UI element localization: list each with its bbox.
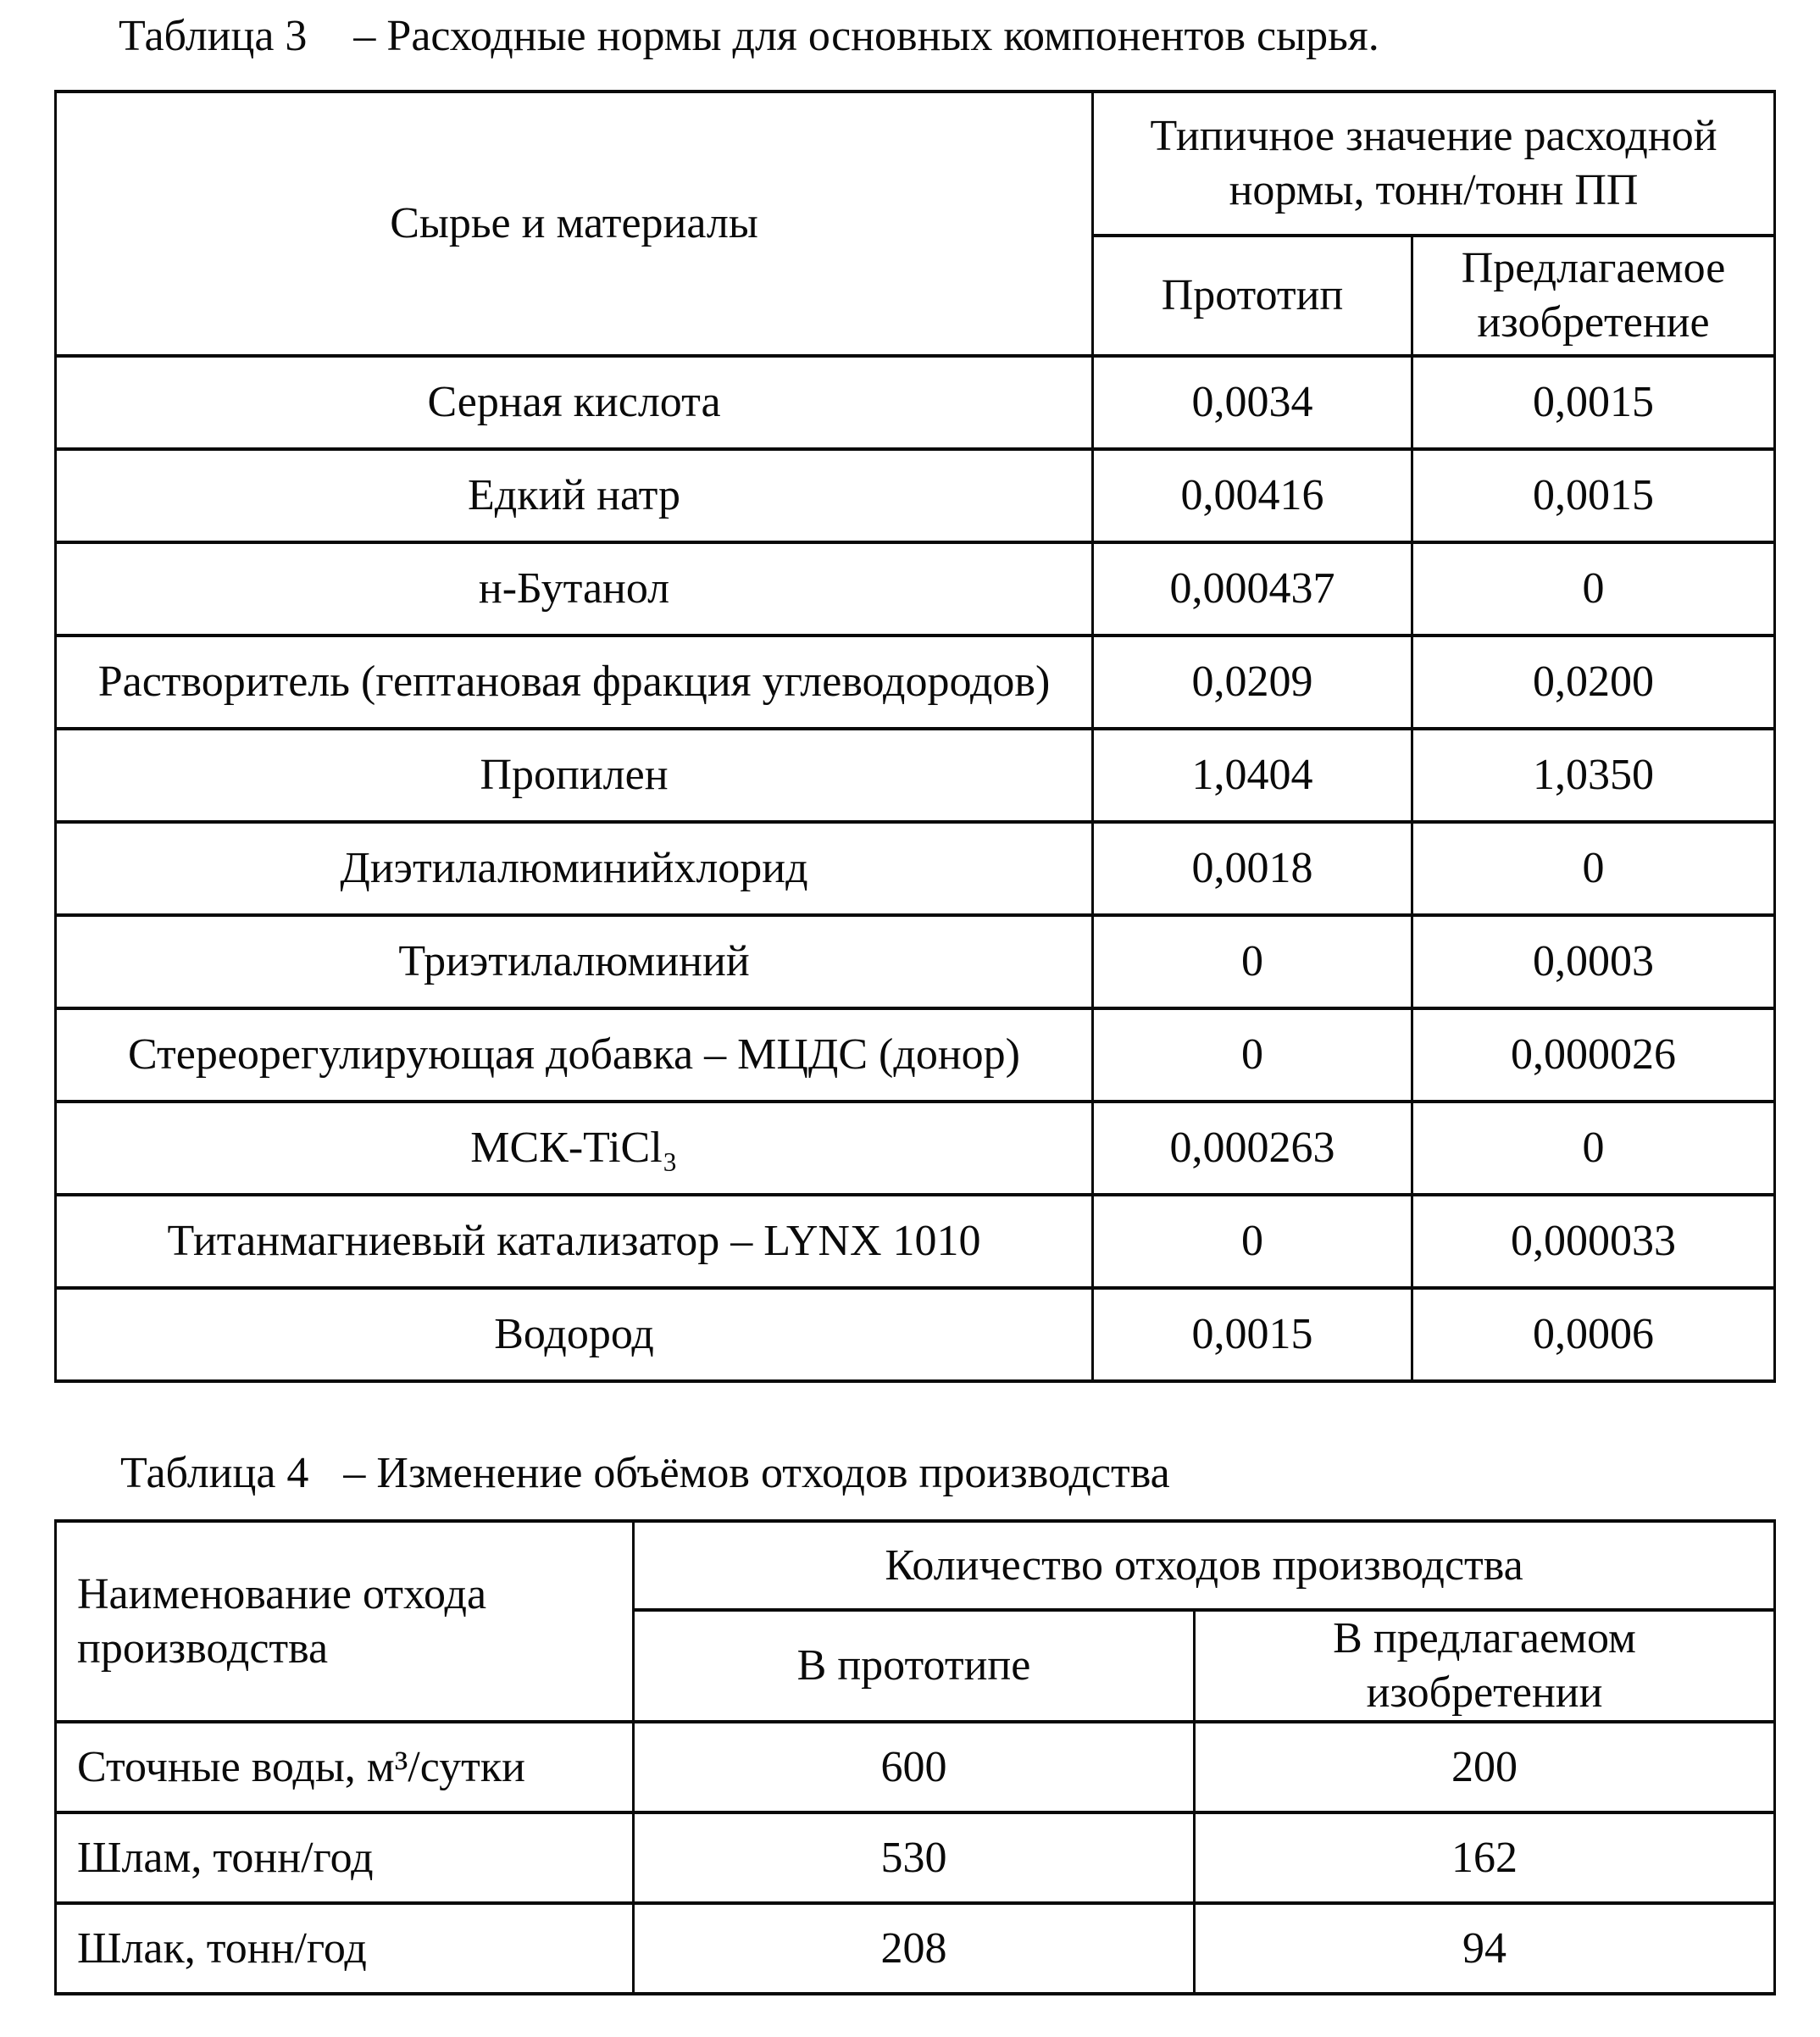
table-row xyxy=(56,1812,1775,1903)
proposed-value-cell: 0,000026 xyxy=(1412,1008,1775,1102)
prototype-value-cell: 0,000263 xyxy=(1093,1102,1412,1195)
table4-header-waste-name: Наименование отхода производства xyxy=(56,1521,634,1722)
table-row xyxy=(56,542,1775,636)
table-row xyxy=(56,1722,1775,1812)
table4-waste-volumes xyxy=(54,1519,1776,1995)
table3-header-group: Типичное значение расходной нормы, тонн/тонн ПП xyxy=(1093,92,1775,236)
table4-header-row-1 xyxy=(56,1521,1775,1610)
material-name-cell: Диэтилалюминийхлорид xyxy=(56,822,1093,915)
table-row xyxy=(56,1102,1775,1195)
waste-name-cell: Шлам, тонн/год xyxy=(56,1812,634,1903)
table-row xyxy=(56,915,1775,1008)
table4-header-group: Количество отходов производства xyxy=(634,1521,1775,1610)
prototype-value-cell: 0 xyxy=(1093,1195,1412,1288)
material-name-cell: Едкий натр xyxy=(56,449,1093,542)
material-name-cell: Серная кислота xyxy=(56,356,1093,449)
material-name-cell: н-Бутанол xyxy=(56,542,1093,636)
table4-caption-label: Таблица 4 xyxy=(120,1449,309,1497)
material-name-cell: Растворитель (гептановая фракция углеводородов) xyxy=(56,636,1093,729)
proposed-value-cell: 0,0015 xyxy=(1412,356,1775,449)
table4-caption xyxy=(120,1446,1170,1501)
table3-header-row-1 xyxy=(56,92,1775,236)
proposed-value-cell: 94 xyxy=(1195,1903,1775,1994)
table3-header-prototype: Прототип xyxy=(1093,236,1412,356)
table-row xyxy=(56,822,1775,915)
proposed-value-cell: 0,0006 xyxy=(1412,1288,1775,1381)
table3-caption-text: – Расходные нормы для основных компонентов сырья. xyxy=(353,12,1379,60)
table4-header-proposed: В предлагаемом изобретении xyxy=(1195,1610,1775,1722)
proposed-value-cell: 0 xyxy=(1412,822,1775,915)
table-row xyxy=(56,449,1775,542)
table-row xyxy=(56,1903,1775,1994)
table3-consumption-norms xyxy=(54,90,1776,1383)
material-name-cell: Титанмагниевый катализатор – LYNX 1010 xyxy=(56,1195,1093,1288)
table3-caption xyxy=(119,8,1379,64)
prototype-value-cell: 0,0018 xyxy=(1093,822,1412,915)
proposed-value-cell: 0,0015 xyxy=(1412,449,1775,542)
prototype-value-cell: 530 xyxy=(634,1812,1195,1903)
prototype-value-cell: 0,0015 xyxy=(1093,1288,1412,1381)
material-name-cell: Пропилен xyxy=(56,729,1093,822)
table3-header-proposed: Предлагаемое изобретение xyxy=(1412,236,1775,356)
proposed-value-cell: 200 xyxy=(1195,1722,1775,1812)
prototype-value-cell: 0,00416 xyxy=(1093,449,1412,542)
proposed-value-cell: 0 xyxy=(1412,542,1775,636)
proposed-value-cell: 0,0200 xyxy=(1412,636,1775,729)
table-row xyxy=(56,1288,1775,1381)
material-name-cell: Триэтилалюминий xyxy=(56,915,1093,1008)
waste-name-cell: Шлак, тонн/год xyxy=(56,1903,634,1994)
prototype-value-cell: 0 xyxy=(1093,915,1412,1008)
prototype-value-cell: 0,000437 xyxy=(1093,542,1412,636)
material-name-cell: Водород xyxy=(56,1288,1093,1381)
proposed-value-cell: 0 xyxy=(1412,1102,1775,1195)
table3-caption-label: Таблица 3 xyxy=(119,12,308,60)
material-name-cell: МСК-TiCl₃ xyxy=(56,1102,1093,1195)
prototype-value-cell: 0,0209 xyxy=(1093,636,1412,729)
table4-caption-text: – Изменение объёмов отходов производства xyxy=(343,1449,1170,1497)
table-row xyxy=(56,1195,1775,1288)
table-row xyxy=(56,729,1775,822)
table4-header-prototype: В прототипе xyxy=(634,1610,1195,1722)
proposed-value-cell: 0,0003 xyxy=(1412,915,1775,1008)
table-row xyxy=(56,636,1775,729)
proposed-value-cell: 0,000033 xyxy=(1412,1195,1775,1288)
proposed-value-cell: 1,0350 xyxy=(1412,729,1775,822)
prototype-value-cell: 600 xyxy=(634,1722,1195,1812)
prototype-value-cell: 0,0034 xyxy=(1093,356,1412,449)
prototype-value-cell: 0 xyxy=(1093,1008,1412,1102)
prototype-value-cell: 1,0404 xyxy=(1093,729,1412,822)
proposed-value-cell: 162 xyxy=(1195,1812,1775,1903)
table3-header-materials: Сырье и материалы xyxy=(56,92,1093,356)
table-row xyxy=(56,356,1775,449)
prototype-value-cell: 208 xyxy=(634,1903,1195,1994)
material-name-cell: Стереорегулирующая добавка – МЦДС (донор) xyxy=(56,1008,1093,1102)
waste-name-cell: Сточные воды, м³/сутки xyxy=(56,1722,634,1812)
table-row xyxy=(56,1008,1775,1102)
